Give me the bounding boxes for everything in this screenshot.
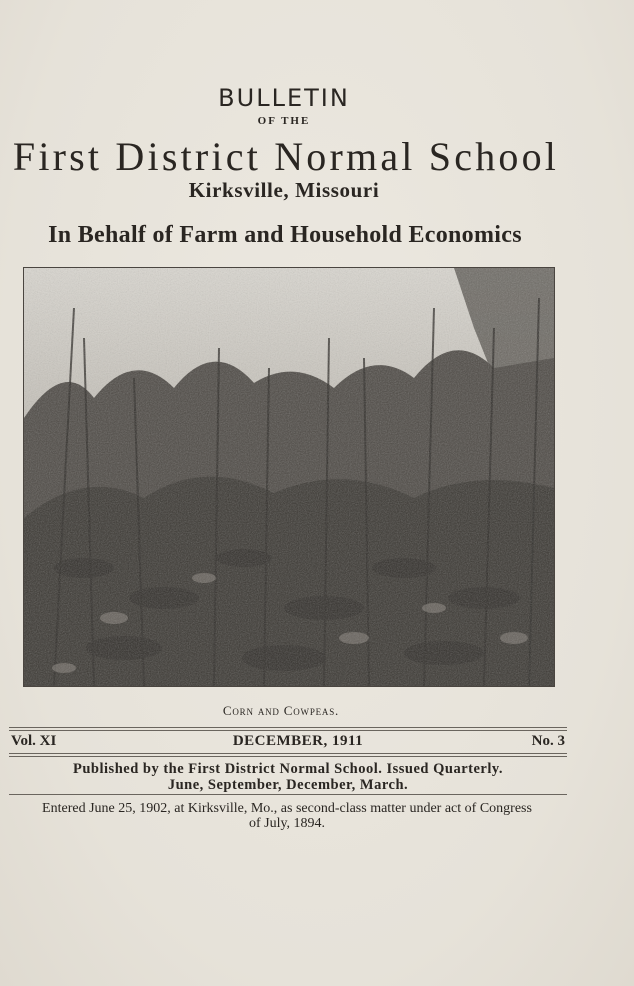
school-name-title: First District Normal School	[12, 134, 560, 179]
issue-date: DECEMBER, 1911	[232, 733, 364, 749]
entry-line-1: Entered June 25, 1902, at Kirksville, Mo., as second-class matter under act of Congress	[42, 801, 532, 816]
top-divider	[9, 727, 567, 728]
bulletin-heading: BULLETIN	[218, 84, 350, 112]
entry-notice	[4, 801, 570, 831]
photo-illustration	[24, 268, 554, 686]
publication-line-2: June, September, December, March.	[167, 777, 409, 793]
entry-line-2: of July, 1894.	[248, 816, 326, 831]
middle-divider	[9, 753, 567, 754]
city-line: Kirksville, Missouri	[188, 178, 380, 202]
issue-info-row	[11, 733, 565, 751]
issue-number: No. 3	[531, 733, 565, 749]
of-the-label: OF THE	[257, 115, 311, 127]
publication-notice	[0, 761, 576, 793]
middle-divider-inner	[9, 756, 567, 757]
top-divider-inner	[9, 730, 567, 731]
publication-line-1: Published by the First District Normal School. Issued Quarterly.	[73, 761, 503, 777]
bulletin-subtitle: In Behalf of Farm and Household Economics	[48, 222, 522, 248]
volume-label: Vol. XI	[11, 733, 57, 749]
bottom-divider	[9, 794, 567, 795]
photo-caption: Corn and Cowpeas.	[222, 703, 340, 718]
corn-cowpeas-photo	[23, 267, 555, 687]
